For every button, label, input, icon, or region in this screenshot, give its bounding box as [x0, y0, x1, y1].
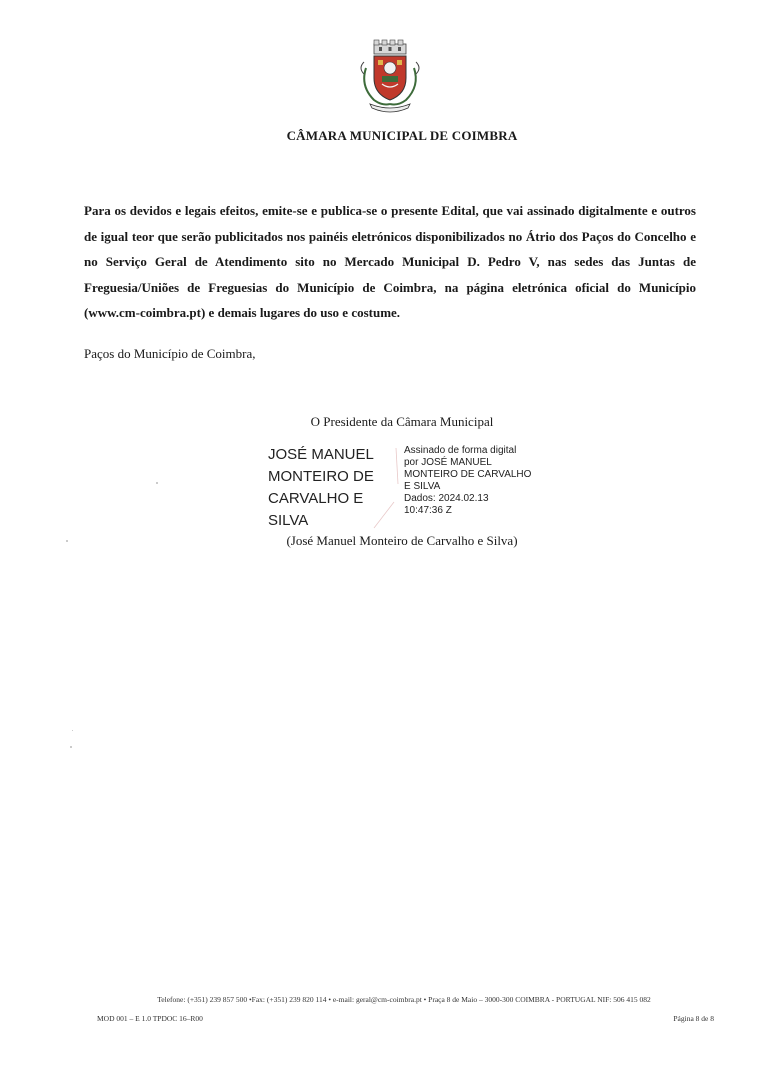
footer-contact: Telefone: (+351) 239 857 500 •Fax: (+351) 239 820 114 • e-mail: geral@cm-coimbra.pt • Praça 8 de Maio – 3000-300 COIMBRA - PORTUGAL NIF: 506 415 082: [157, 995, 651, 1004]
footer-page-number: Página 8 de 8: [673, 1014, 714, 1023]
signature-name-line: JOSÉ MANUEL: [268, 446, 374, 463]
scan-speck: [66, 540, 68, 542]
coat-of-arms-emblem: [352, 38, 428, 114]
signature-detail-line: MONTEIRO DE CARVALHO: [404, 469, 532, 480]
signature-name-line: SILVA: [268, 512, 309, 529]
signature-detail-line: por JOSÉ MANUEL: [404, 457, 492, 468]
signature-name-line: MONTEIRO DE: [268, 468, 374, 485]
signature-detail-line: Assinado de forma digital: [404, 445, 517, 456]
scan-speck: [70, 746, 72, 748]
institution-title: CÂMARA MUNICIPAL DE COIMBRA: [286, 128, 518, 143]
signature-name-line: CARVALHO E: [268, 490, 364, 507]
signature-date: Dados: 2024.02.13: [404, 493, 489, 504]
signer-printed-name: (José Manuel Monteiro de Carvalho e Silva): [286, 533, 518, 548]
signature-time: 10:47:36 Z: [404, 505, 452, 516]
signature-detail-line: E SILVA: [404, 481, 441, 492]
signature-stroke-mark: [350, 444, 410, 534]
footer-form-code: MOD 001 – E 1.0 TPDOC 16–R00: [97, 1014, 203, 1023]
scan-speck: [72, 730, 73, 731]
digital-signature-details: [404, 445, 544, 517]
place-line: Paços do Município de Coimbra,: [84, 346, 256, 361]
edict-paragraph: Para os devidos e legais efeitos, emite-se e publica-se o presente Edital, que vai assinado digitalmente e outros de igual teor que serão publicitados nos painéis eletrónicos disponibilizados no Átrio dos Paços do Concelho e no Serviço Geral de Atendimento sito no Mercado Municipal D. Pedro V, nas sedes das Juntas de Freguesia/Uniões de Freguesias do Município de Coimbra, na página eletrónica oficial do Município (www.cm-coimbra.pt) e demais lugares do uso e costume.: [84, 203, 696, 321]
signer-role: O Presidente da Câmara Municipal: [310, 414, 494, 429]
scan-speck: [156, 482, 158, 484]
